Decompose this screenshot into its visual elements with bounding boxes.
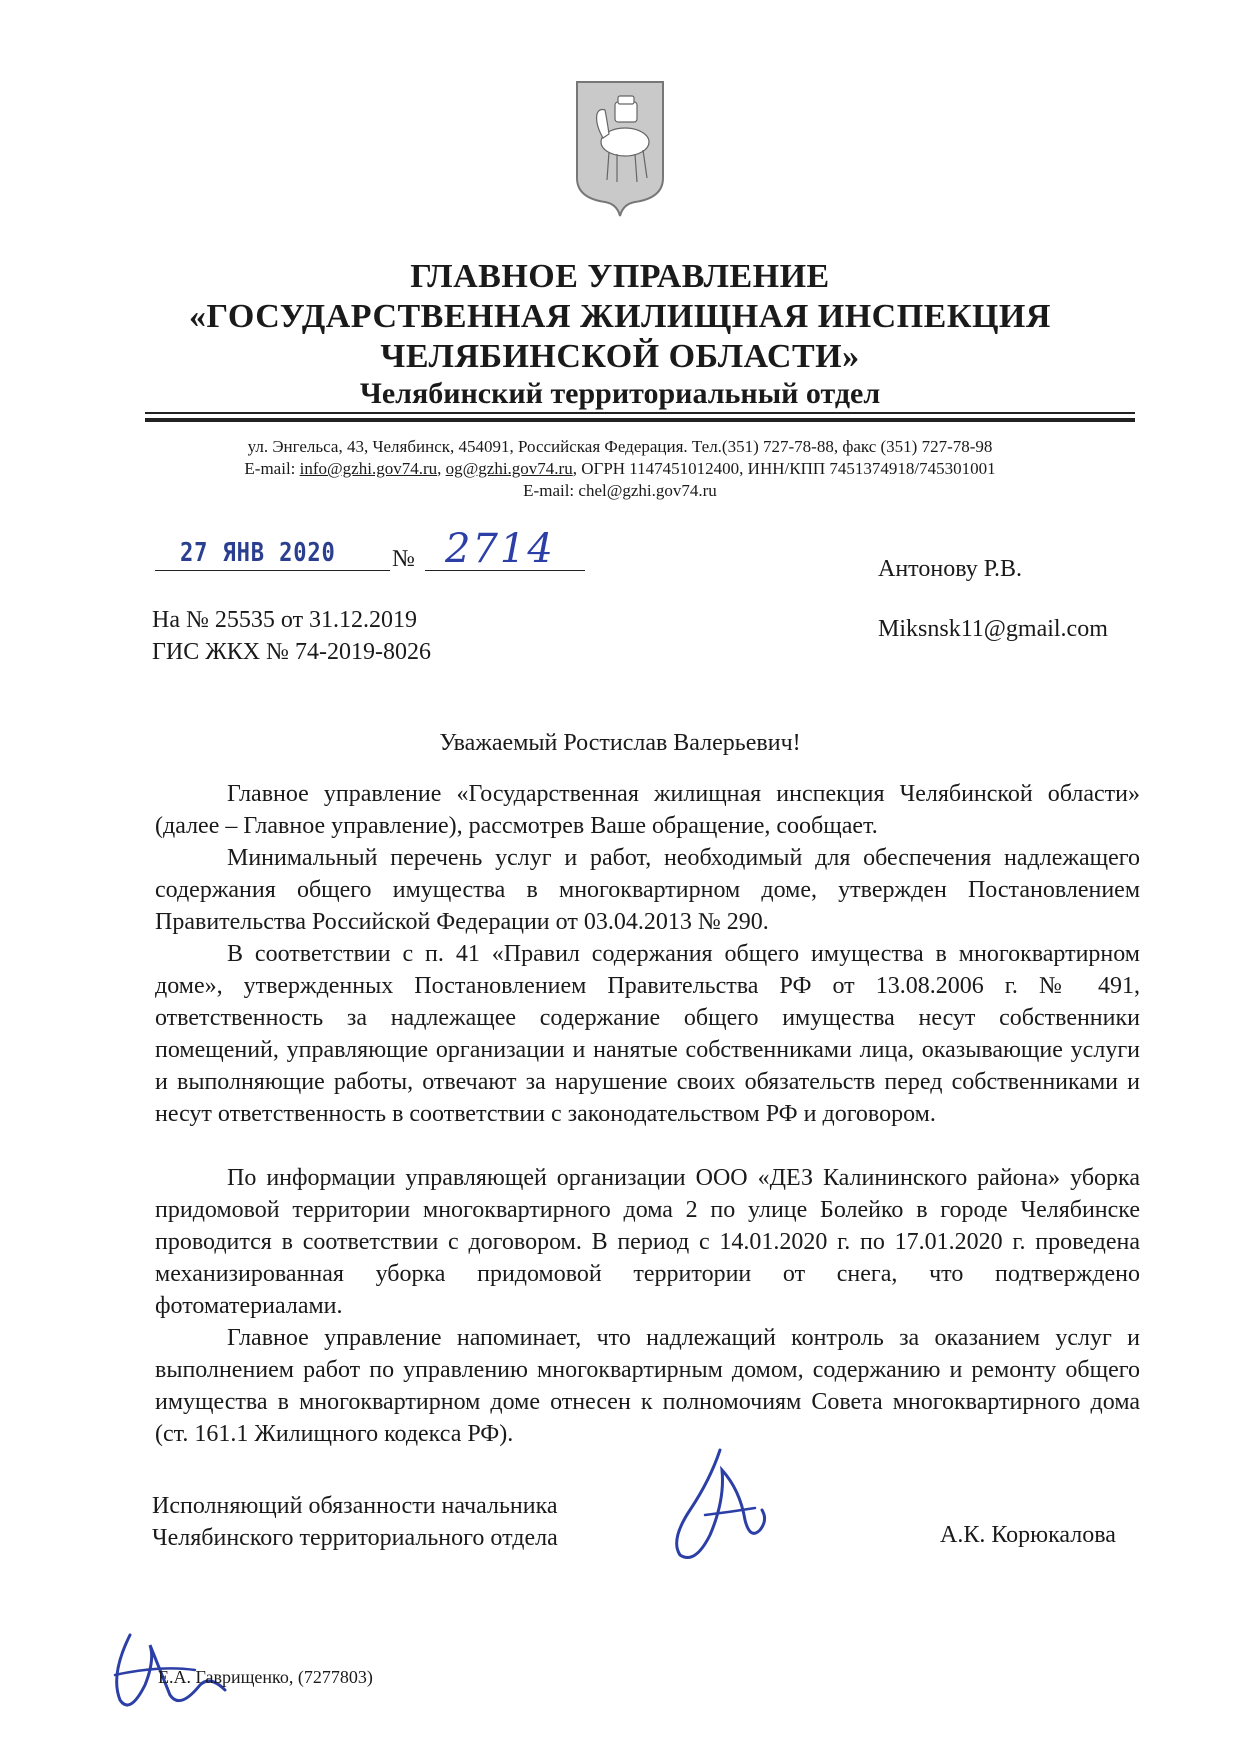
- greeting: Уважаемый Ростислав Валерьевич!: [439, 730, 801, 756]
- executor-contact: Е.А. Гаврищенко, (7277803): [158, 1667, 373, 1687]
- handwritten-number: 2714: [445, 526, 555, 572]
- recipient-email: Miksnsk11@gmail.com: [878, 616, 1108, 642]
- number-underline: [425, 570, 585, 571]
- org-title-line-2: «ГОСУДАРСТВЕННАЯ ЖИЛИЩНАЯ ИНСПЕКЦИЯ: [189, 298, 1051, 335]
- signatory-title: [152, 1490, 558, 1554]
- number-sign: №: [392, 546, 415, 572]
- paragraph-1: Главное управление «Государственная жилищная инспекция Челябинской области» (далее – Главное управление), рассмотрев Ваше обращение, сообщает.: [155, 781, 1140, 839]
- header-rule-thin: [145, 412, 1135, 414]
- signatory-name: А.К. Корюкалова: [940, 1522, 1116, 1548]
- email-link-og[interactable]: og@gzhi.gov74.ru: [445, 459, 573, 478]
- email-separator: ,: [437, 459, 446, 478]
- coat-of-arms-emblem: [575, 80, 665, 218]
- date-underline: [155, 570, 390, 571]
- email-link-info[interactable]: info@gzhi.gov74.ru: [299, 459, 438, 478]
- paragraph-5: Главное управление напоминает, что надлежащий контроль за оказанием услуг и выполнением работ по управлению многоквартирным домом, содержанию и ремонту общего имущества в многоквартирном доме отнесен к полномочиям Совета многоквартирного дома (ст. 161.1 Жилищного кодекса РФ).: [155, 1325, 1140, 1447]
- header-rule-thick: [145, 418, 1135, 422]
- recipient-name: Антонову Р.В.: [878, 556, 1023, 582]
- signatory-title-line-2: Челябинского территориального отдела: [152, 1525, 558, 1551]
- handwritten-signature: [650, 1440, 790, 1580]
- address-line-3: E-mail: chel@gzhi.gov74.ru: [523, 481, 717, 500]
- address-line-1: ул. Энгельса, 43, Челябинск, 454091, Российская Федерация. Тел.(351) 727-78-88, факс (351) 727-78-98: [247, 437, 993, 456]
- paragraph-4: По информации управляющей организации ООО «ДЕЗ Калининского района» уборка придомовой территории многоквартирного дома 2 по улице Болейко в городе Челябинске проводится в соответствии с договором. В период с 14.01.2020 г. по 17.01.2020 г. проведена механизированная уборка придомовой территории от снега, что подтверждено фотоматериалами.: [155, 1165, 1140, 1319]
- date-stamp: 27 ЯНВ 2020: [180, 538, 336, 568]
- email-prefix: E-mail:: [244, 459, 300, 478]
- reference-line-2: ГИС ЖКХ № 74-2019-8026: [152, 639, 431, 665]
- reference-line-1: На № 25535 от 31.12.2019: [152, 607, 418, 633]
- paragraph-3: В соответствии с п. 41 «Правил содержания общего имущества в многоквартирном доме», утвержденных Постановлением Правительства РФ от 13.08.2006 г. № 491, ответственность за надлежащее содержание общего имущества несут собственники помещений, управляющие организации и нанятые собственниками лица, оказывающие услуги и выполняющие работы, отвечают за нарушение своих обязательств перед собственниками и несут ответственность в соответствии с законодательством РФ и договором.: [155, 941, 1140, 1127]
- address-line-2: [0, 458, 1240, 480]
- org-title-line-1: ГЛАВНОЕ УПРАВЛЕНИЕ: [410, 258, 830, 295]
- requisites-text: , ОГРН 1147451012400, ИНН/КПП 7451374918/745301001: [572, 459, 996, 478]
- signatory-title-line-1: Исполняющий обязанности начальника: [152, 1493, 558, 1519]
- org-title-line-3: ЧЕЛЯБИНСКОЙ ОБЛАСТИ»: [380, 338, 860, 375]
- paragraph-2: Минимальный перечень услуг и работ, необходимый для обеспечения надлежащего содержания общего имущества в многоквартирном доме, утвержден Постановлением Правительства Российской Федерации от 03.04.2013 № 290.: [155, 845, 1140, 935]
- department-subtitle: Челябинский территориальный отдел: [359, 377, 881, 410]
